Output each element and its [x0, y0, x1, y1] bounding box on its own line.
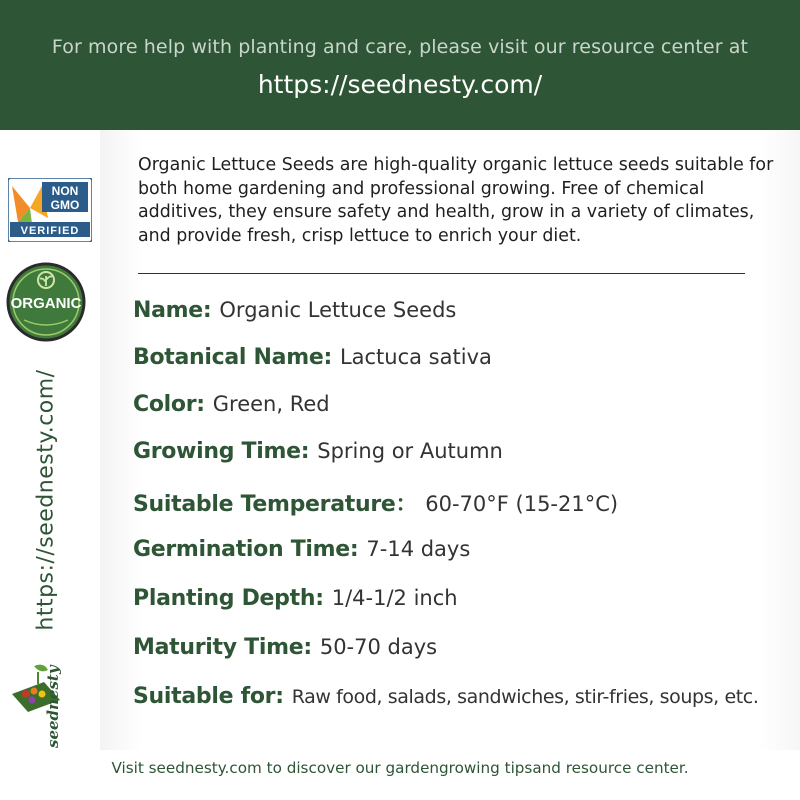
seednesty-logo [4, 660, 74, 750]
organic-label: ORGANIC [10, 295, 82, 312]
spec-value: Raw food, salads, sandwiches, stir-fries, soups, etc. [291, 686, 759, 708]
top-banner [0, 0, 800, 130]
spec-row-growing-time [133, 439, 503, 464]
spec-label: Suitable for: [133, 684, 284, 709]
spec-label: Germination Time: [133, 537, 359, 562]
brand-wordmark: seednesty [44, 665, 62, 748]
vertical-url-text: https://seednesty.com/ [33, 369, 59, 631]
spec-row-suitable-temperature [133, 487, 618, 518]
spec-value: 60-70°F (15-21°C) [425, 492, 619, 516]
spec-label: Planting Depth: [133, 586, 324, 611]
spec-value: 7-14 days [366, 537, 471, 561]
banner-url[interactable]: https://seednesty.com/ [257, 70, 543, 99]
spec-row-botanical-name [133, 345, 492, 370]
divider [138, 273, 745, 274]
banner-message: For more help with planting and care, please visit our resource center at [51, 36, 749, 58]
spec-label: Suitable Temperature： [133, 492, 418, 517]
nongmo-line2: GMO [50, 198, 80, 212]
nongmo-line1: NON [51, 184, 79, 198]
spec-label: Name: [133, 298, 212, 323]
spec-value: Spring or Autumn [317, 439, 503, 463]
spec-row-name [133, 298, 456, 323]
spec-value: Green, Red [212, 392, 330, 416]
spec-value: 50-70 days [319, 635, 438, 659]
organic-badge [6, 262, 86, 342]
spec-value: 1/4-1/2 inch [331, 586, 458, 610]
spec-label: Color: [133, 392, 205, 417]
nongmo-line3: VERIFIED [20, 225, 80, 237]
product-description: Organic Lettuce Seeds are high-quality organic lettuce seeds suitable for both home gardening and professional growing. Free of chemical additives, they ensure safety and health, grow in a variety of climates, and provide fresh, crisp lettuce to enrich your diet. [138, 155, 774, 246]
left-sidebar [0, 130, 100, 750]
footer-message: Visit seednesty.com to discover our gardengrowing tipsand resource center. [111, 759, 689, 777]
spec-row-germination-time [133, 537, 470, 562]
spec-row-suitable-for [133, 684, 758, 709]
spec-value: Lactuca sativa [339, 345, 492, 369]
non-gmo-verified-badge [8, 178, 92, 242]
spec-row-maturity-time [133, 635, 437, 660]
spec-label: Botanical Name: [133, 345, 332, 370]
spec-row-planting-depth [133, 586, 458, 611]
spec-value: Organic Lettuce Seeds [219, 298, 457, 322]
spec-label: Maturity Time: [133, 635, 312, 660]
spec-label: Growing Time: [133, 439, 310, 464]
product-info-panel [100, 130, 800, 750]
spec-row-color [133, 392, 330, 417]
footer [0, 750, 800, 800]
